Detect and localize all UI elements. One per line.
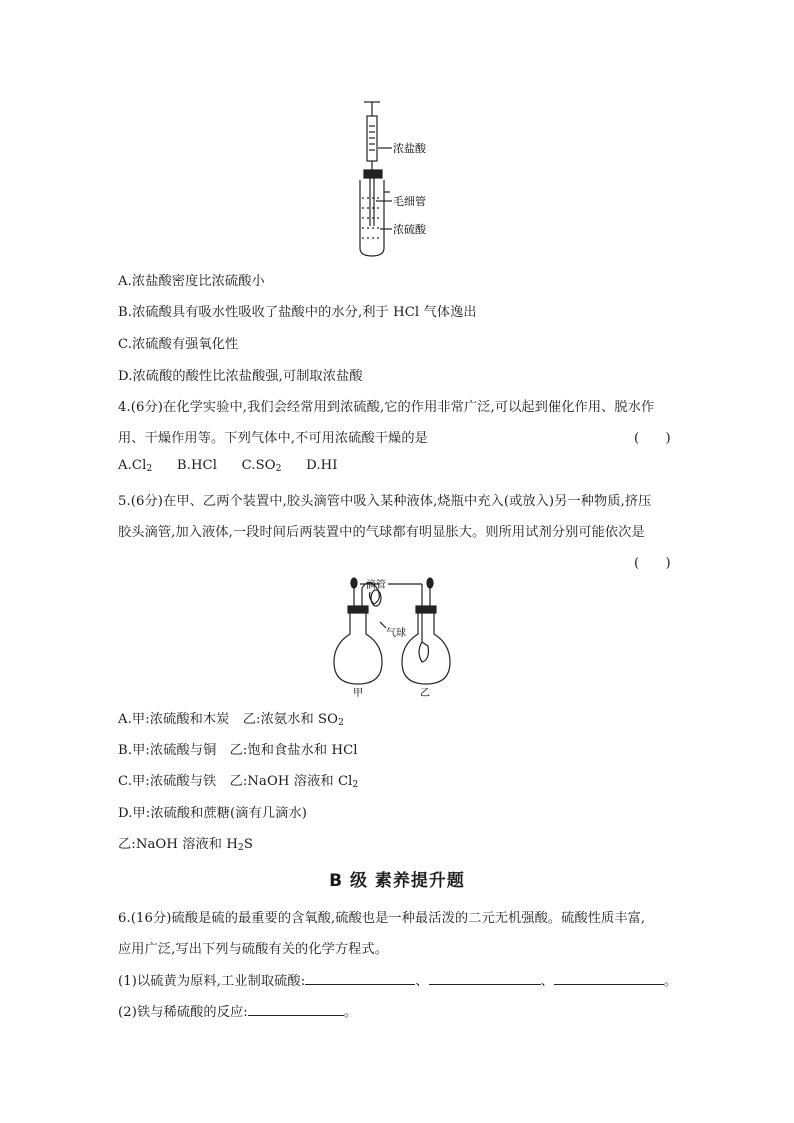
q3-option-c: C.浓硫酸有强氧化性 xyxy=(118,337,239,352)
q5-option-b: B.甲:浓硫酸与铜 乙:饱和食盐水和 HCl xyxy=(118,743,358,758)
q4-stem-line2: 用、干燥作用等。下列气体中,不可用浓硫酸干燥的是 xyxy=(118,431,428,446)
q6-sub1: (1)以硫黄为原料,工业制取硫酸: 、 、 。 xyxy=(118,974,678,989)
label-yi: 乙 xyxy=(420,688,430,699)
q4-stem-line1: 4.(6分)在化学实验中,我们会经常用到浓硫酸,它的作用非常广泛,可以起到催化作用、脱水作 xyxy=(118,400,655,415)
q3-option-d: D.浓硫酸的酸性比浓盐酸强,可制取浓盐酸 xyxy=(118,369,363,384)
label-conc-hcl: 浓盐酸 xyxy=(393,142,426,155)
q4-option-d: D.HI xyxy=(306,458,338,473)
q4-option-c: $C.SO_2$ xyxy=(241,458,282,474)
q3-option-b: B.浓硫酸具有吸水性吸收了盐酸中的水分,利于 HCl 气体逸出 xyxy=(118,305,477,320)
figure-two-flasks xyxy=(330,572,470,700)
flask-jia-drawing xyxy=(334,578,382,684)
q6-sub2: (2)铁与稀硫酸的反应: 。 xyxy=(118,1005,358,1020)
q4-option-a: $A.Cl_2$ xyxy=(118,458,153,474)
label-capillary: 毛细管 xyxy=(393,195,426,208)
figure-syringe-apparatus xyxy=(340,98,450,260)
syringe-drawing xyxy=(364,102,380,176)
label-jia: 甲 xyxy=(353,688,363,699)
q5-option-a: A.甲:浓硫酸和木炭 乙:浓氨水和 $SO_2$ xyxy=(118,712,344,728)
flask-yi-drawing xyxy=(402,578,450,684)
answer-blank-2[interactable] xyxy=(429,972,541,985)
q6-stem-line2: 应用广泛,写出下列与硫酸有关的化学方程式。 xyxy=(118,942,389,957)
q4-options xyxy=(118,458,338,473)
q4-option-b: B.HCl xyxy=(176,458,218,473)
q5-option-d-cont: 乙:NaOH 溶液和 $H_2S$ xyxy=(118,837,253,853)
section-b-heading: B 级 素养提升题 xyxy=(329,871,465,891)
q6-stem-line1: 6.(16分)硫酸是硫的最重要的含氧酸,硫酸也是一种最活泼的二元无机强酸。硫酸性质丰富, xyxy=(118,911,646,926)
q5-stem-line2: 胶头滴管,加入液体,一段时间后两装置中的气球都有明显胀大。则所用试剂分别可能依次是 xyxy=(118,525,645,540)
q5-answer-paren: ( ) xyxy=(634,556,671,571)
q5-option-d: D.甲:浓硫酸和蔗糖(滴有几滴水) xyxy=(118,806,307,821)
test-tube-drawing xyxy=(360,148,392,256)
answer-blank-3[interactable] xyxy=(554,972,664,985)
answer-blank-1[interactable] xyxy=(305,972,415,985)
q4-answer-paren: ( ) xyxy=(634,431,671,446)
q5-option-c: C.甲:浓硫酸与铁 乙:NaOH 溶液和 $Cl_2$ xyxy=(118,774,359,790)
answer-blank-4[interactable] xyxy=(248,1003,344,1016)
label-conc-h2so4: 浓硫酸 xyxy=(393,223,426,236)
label-balloon: 气球 xyxy=(386,628,406,639)
q3-option-a: A.浓盐酸密度比浓硫酸小 xyxy=(118,274,265,289)
label-dropper: 滴管 xyxy=(366,580,386,591)
q5-stem-line1: 5.(6分)在甲、乙两个装置中,胶头滴管中吸入某种液体,烧瓶中充入(或放入)另一种物质,挤压 xyxy=(118,494,652,509)
